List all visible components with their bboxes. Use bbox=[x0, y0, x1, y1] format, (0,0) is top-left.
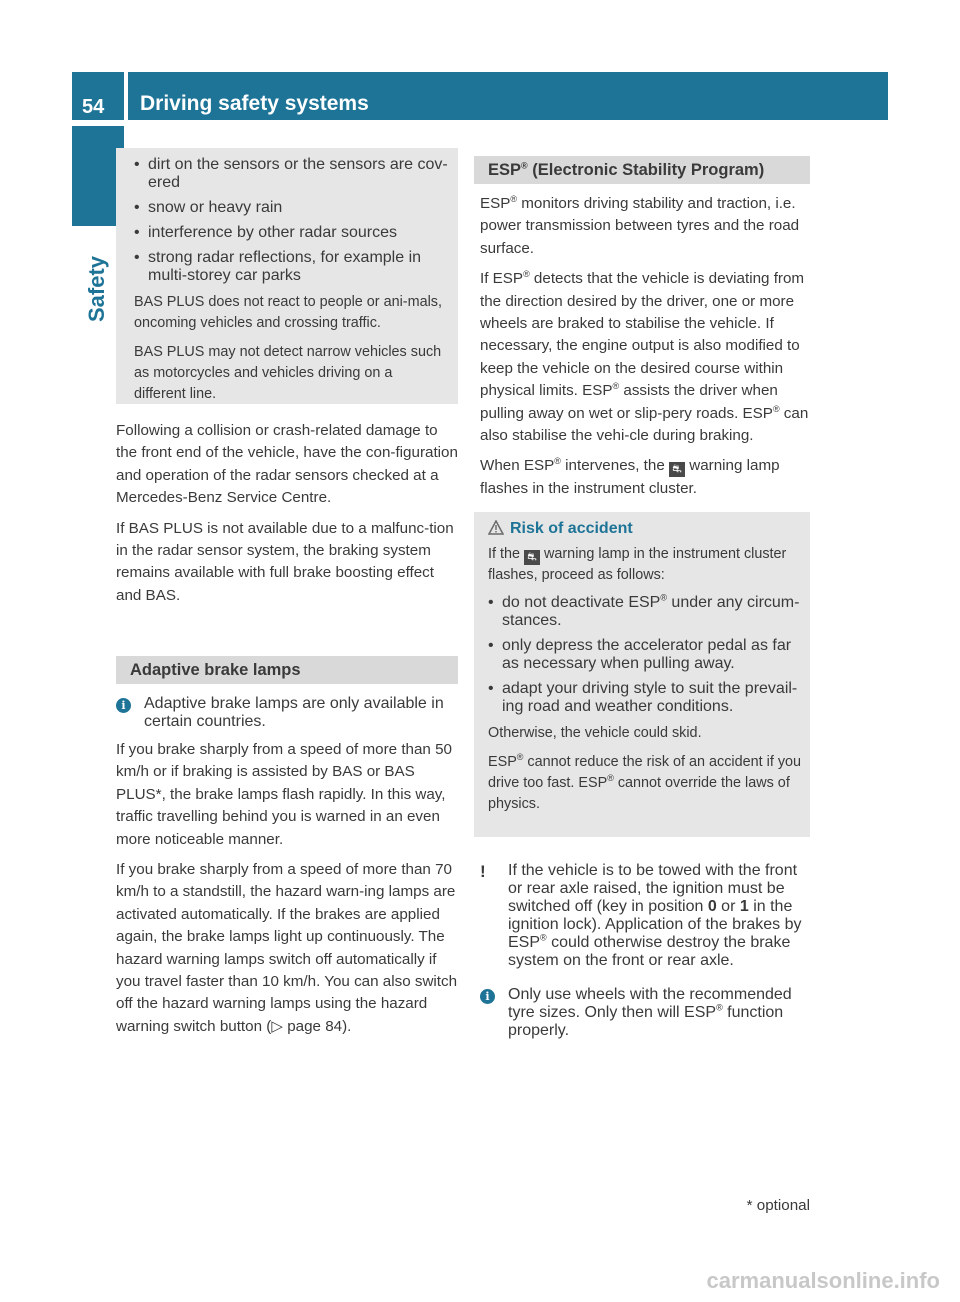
bullet-icon: • bbox=[488, 680, 494, 697]
box-paragraph: BAS PLUS does not react to people or ani-mals, oncoming vehicles and crossing traffic. bbox=[134, 294, 442, 331]
risk-of-accident-box bbox=[474, 512, 810, 837]
left-body-2 bbox=[116, 695, 458, 1046]
bullet-icon: • bbox=[134, 156, 140, 173]
paragraph: When ESP® intervenes, the ⛐ warning lamp flashes in the instrument cluster. bbox=[480, 456, 780, 497]
warning-intro: If the ⛐ warning lamp in the instrument cluster flashes, proceed as follows: bbox=[488, 546, 787, 583]
bullet-icon: • bbox=[134, 224, 140, 241]
list-item: • strong radar reflections, for example in multi-storey car parks bbox=[134, 249, 422, 284]
optional-footnote: * optional bbox=[746, 1197, 810, 1214]
list-item: • snow or heavy rain bbox=[134, 199, 283, 216]
paragraph: If BAS PLUS is not available due to a malfunc-tion in the radar sensor system, the braking system remains available with full brake boosting effect and BAS. bbox=[116, 519, 454, 604]
info-icon: i bbox=[116, 698, 131, 713]
side-section-label: Safety bbox=[84, 255, 109, 322]
warning-heading: Risk of accident bbox=[488, 520, 802, 538]
right-body bbox=[480, 193, 814, 508]
list-item: • do not deactivate ESP® under any circum-stances. bbox=[488, 592, 800, 629]
info-icon: i bbox=[480, 989, 495, 1004]
paragraph: If you brake sharply from a speed of more than 50 km/h or if braking is assisted by BAS or BAS PLUS*, the brake lamps flash rapidly. In this way, traffic travelling behind you is warned in an even more noticeable manner. bbox=[116, 741, 452, 848]
bullet-icon: • bbox=[488, 594, 494, 611]
paragraph: If ESP® detects that the vehicle is deviating from the direction desired by the driver, one or more wheels are braked to stabilise the vehicle. If necessary, the engine output is also modified to keep the vehicle on the desired course within physical limits. ESP® assists the driver when pulling away on wet or slip-pery roads. ESP® can also stabilise the vehi-cle during braking. bbox=[480, 269, 809, 445]
bullet-icon: • bbox=[488, 637, 494, 654]
info-note: i Only use wheels with the recommended tyre sizes. Only then will ESP® function properly. bbox=[480, 986, 814, 1040]
section-header-adaptive-brake-lamps: Adaptive brake lamps bbox=[116, 656, 458, 684]
warning-paragraph: ESP® cannot reduce the risk of an accident if you drive too fast. ESP® cannot override the laws of physics. bbox=[488, 752, 802, 812]
esp-warning-lamp-icon: ⛐ bbox=[669, 462, 685, 477]
bullet-icon: • bbox=[134, 199, 140, 216]
right-body-2 bbox=[480, 862, 814, 1048]
section-header-esp: ESP® (Electronic Stability Program) bbox=[474, 156, 810, 184]
paragraph: If you brake sharply from a speed of more than 70 km/h to a standstill, the hazard warn-ing lamps are activated automatically. If the brakes are applied again, the brake lamps light up continuously. The hazard warning lamps switch off automatically if you travel faster than 10 km/h. You can also switch off the hazard warning lamps using the hazard warning switch button (▷ page 84). bbox=[116, 861, 458, 1035]
warning-triangle-icon bbox=[488, 520, 504, 535]
esp-warning-lamp-icon: ⛐ bbox=[524, 550, 540, 565]
list-item: • interference by other radar sources bbox=[134, 224, 398, 241]
paragraph: Following a collision or crash-related damage to the front end of the vehicle, have the con-figuration and operation of the radar sensors checked at a Mercedes-Benz Service Centre. bbox=[116, 422, 458, 507]
paragraph: ESP® monitors driving stability and traction, i.e. power transmission between tyres and the road surface. bbox=[480, 193, 800, 257]
left-body bbox=[116, 420, 458, 615]
warning-paragraph: Otherwise, the vehicle could skid. bbox=[488, 725, 702, 741]
watermark: carmanualsonline.info bbox=[706, 1268, 940, 1293]
list-item: • adapt your driving style to suit the prevail-ing road and weather conditions. bbox=[488, 680, 798, 715]
list-item: • only depress the accelerator pedal as far as necessary when pulling away. bbox=[488, 637, 792, 672]
chapter-title: Driving safety systems bbox=[128, 72, 888, 120]
box-paragraph: BAS PLUS may not detect narrow vehicles such as motorcycles and vehicles driving on a different line. bbox=[134, 344, 442, 402]
bas-plus-limits-box bbox=[116, 148, 458, 404]
tow-note: ! If the vehicle is to be towed with the front or rear axle raised, the ignition must be switched off (key in position 0 or 1 in the ignition lock). Application of the brakes by ESP® could otherwise destroy the brake system on the front or rear axle. bbox=[480, 862, 802, 969]
page-number: 54 bbox=[72, 72, 124, 120]
info-note: i Adaptive brake lamps are only available in certain countries. bbox=[116, 695, 458, 731]
note-exclamation-icon: ! bbox=[480, 862, 486, 881]
bullet-icon: • bbox=[134, 249, 140, 266]
list-item: • dirt on the sensors or the sensors are cov-ered bbox=[134, 156, 448, 191]
